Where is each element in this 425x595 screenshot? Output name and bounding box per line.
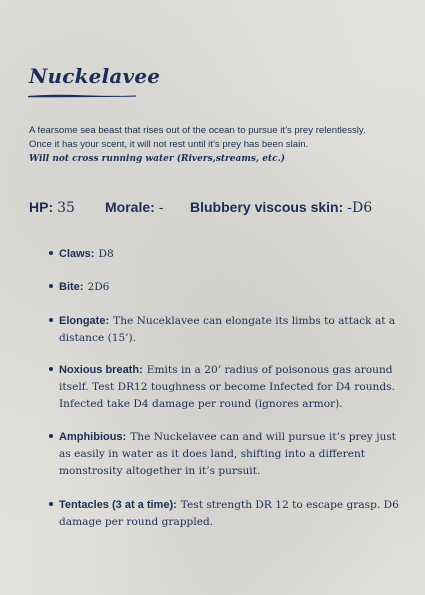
ability-tentacles — [49, 497, 399, 531]
description-line: A fearsome sea beast that rises out of the ocean to pursue it’s prey relentlessly. — [29, 125, 366, 136]
ability-name: Tentacles (3 at a time): — [59, 499, 177, 511]
monster-note: Will not cross running water (Rivers,streams, etc.) — [29, 154, 285, 164]
ability-amphibious — [49, 429, 399, 479]
stat-hp — [29, 199, 75, 216]
ability-claws — [49, 246, 399, 263]
stat-value: -D6 — [347, 200, 373, 216]
ability-text: 2D6 — [87, 281, 110, 293]
ability-name: Claws: — [59, 248, 95, 260]
bullet-icon — [49, 367, 53, 371]
bullet-icon — [49, 502, 53, 506]
ability-name: Bite: — [59, 281, 84, 293]
stat-morale — [105, 199, 164, 216]
bullet-icon — [49, 434, 53, 438]
bullet-icon — [49, 318, 53, 322]
ability-text: Emits in a 20’ radius of poisonous gas around itself. Test DR12 toughness or become Infected for D4 rounds. Infected take D4 damage per round (ignores armor). — [59, 364, 395, 410]
ability-elongate — [49, 313, 399, 347]
ability-text: D8 — [98, 248, 114, 260]
monster-title: Nuckelavee — [29, 64, 161, 88]
ability-name: Elongate: — [59, 315, 110, 327]
title-underline — [28, 93, 136, 98]
stat-label: HP: — [29, 199, 54, 215]
bullet-icon — [49, 284, 53, 288]
stat-value: - — [158, 200, 164, 216]
ability-noxious-breath — [49, 362, 399, 412]
bullet-icon — [49, 251, 53, 255]
stat-armor — [190, 199, 372, 216]
ability-text: The Nuceklavee can elongate its limbs to attack at a distance (15’). — [59, 315, 396, 344]
ability-name: Amphibious: — [59, 431, 127, 443]
stat-value: 35 — [57, 200, 75, 216]
stat-label: Blubbery viscous skin: — [190, 199, 344, 215]
description-line: Once it has your scent, it will not rest until it’s prey has been slain. — [29, 139, 309, 150]
monster-description — [29, 124, 399, 166]
ability-bite — [49, 279, 399, 296]
ability-text: Test strength DR 12 to escape grasp. D6 damage per round grappled. — [59, 499, 399, 528]
stat-label: Morale: — [105, 199, 155, 215]
ability-text: The Nuckelavee can and will pursue it’s prey just as easily in water as it does land, shifting into a different monstrosity altogether in it’s pursuit. — [59, 431, 397, 477]
ability-name: Noxious breath: — [59, 364, 143, 376]
